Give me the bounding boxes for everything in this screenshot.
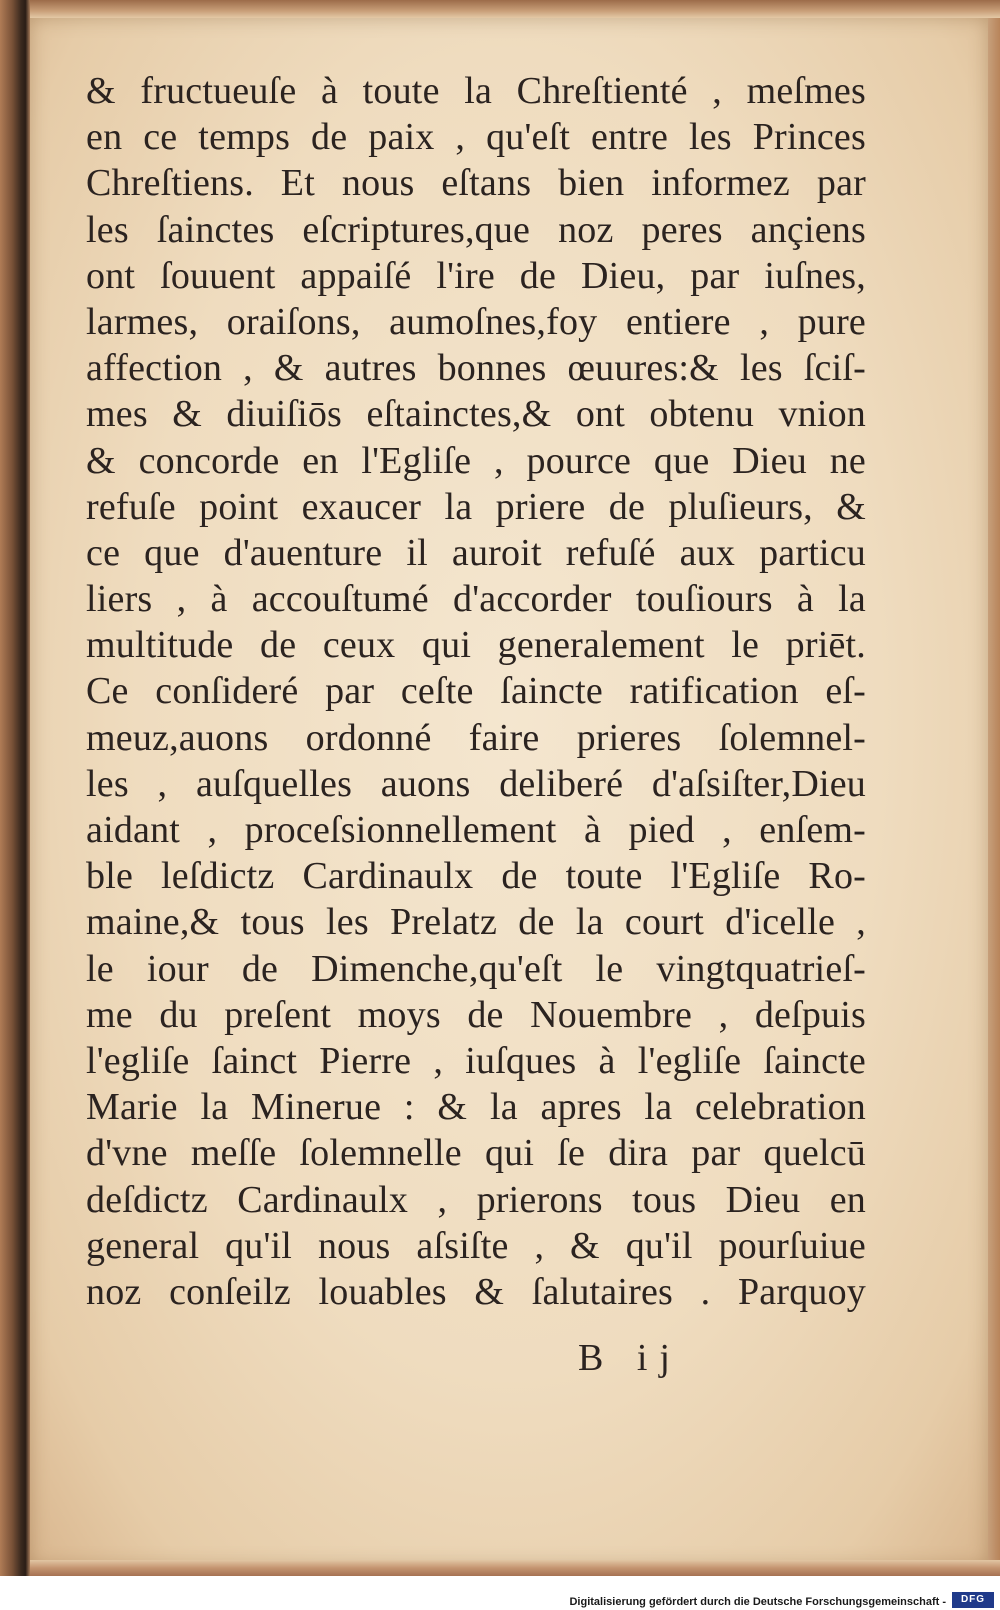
signature-mark: B ij — [578, 1337, 682, 1379]
text-line: Marie la Minerue : & la apres la celebration — [86, 1086, 866, 1129]
text-line: l'egliſe ſainct Pierre , iuſques à l'egliſe ſaincte — [86, 1039, 866, 1082]
text-line: en ce temps de paix , qu'eſt entre les Princes — [86, 116, 866, 159]
text-line: ble leſdictz Cardinaulx de toute l'Egliſe Ro- — [86, 855, 866, 898]
page-text-block — [86, 68, 866, 1315]
text-line: maine,& tous les Prelatz de la court d'icelle , — [86, 901, 866, 944]
text-line: larmes, oraiſons, aumoſnes,foy entiere , pure — [86, 300, 866, 343]
text-line: & concorde en l'Egliſe , pource que Dieu ne — [86, 439, 866, 482]
page-bottom-edge — [30, 1560, 1000, 1576]
text-line: aidant , proceſsionnellement à pied , enſem- — [86, 809, 866, 851]
text-line: ont ſouuent appaiſé l'ire de Dieu, par iuſnes, — [86, 254, 866, 297]
page-top-edge — [30, 0, 1000, 18]
text-line: liers , à accouſtumé d'accorder touſiours à la — [86, 578, 866, 621]
text-line: general qu'il nous aſsiſte , & qu'il pourſuiue — [86, 1224, 866, 1267]
dfg-logo: DFG — [952, 1592, 994, 1608]
text-line: noz conſeilz louables & ſalutaires . Parquoy — [86, 1270, 866, 1313]
text-line: meuz,auons ordonné faire prieres ſolemnel- — [86, 716, 866, 759]
book-spine-edge — [0, 0, 30, 1576]
text-line: les ſainctes eſcriptures,que noz peres ançiens — [86, 208, 866, 251]
text-line: multitude de ceux qui generalement le priēt. — [86, 624, 866, 667]
text-line: ce que d'auenture il auroit refuſé aux particu — [86, 531, 866, 574]
text-line: le iour de Dimenche,qu'eſt le vingtquatrieſ- — [86, 947, 866, 990]
text-line: & fructueuſe à toute la Chreſtienté , meſmes — [86, 70, 866, 112]
text-line: mes & diuiſiōs eſtainctes,& ont obtenu vnion — [86, 393, 866, 436]
text-line: d'vne meſſe ſolemnelle qui ſe dira par quelcū — [86, 1132, 866, 1175]
text-line: les , auſquelles auons deliberé d'aſsiſter,Dieu — [86, 762, 866, 805]
funding-credit: Digitalisierung gefördert durch die Deutsche Forschungsgemeinschaft - — [569, 1596, 946, 1608]
text-line: me du preſent moys de Nouembre , deſpuis — [86, 993, 866, 1036]
text-line: affection , & autres bonnes œuures:& les ſciſ- — [86, 347, 866, 390]
text-line: Chreſtiens. Et nous eſtans bien informez par — [86, 162, 866, 205]
text-line: deſdictz Cardinaulx , prierons tous Dieu en — [86, 1178, 866, 1221]
text-line: refuſe point exaucer la priere de pluſieurs, & — [86, 485, 866, 528]
text-line: Ce conſideré par ceſte ſaincte ratification eſ- — [86, 670, 866, 713]
